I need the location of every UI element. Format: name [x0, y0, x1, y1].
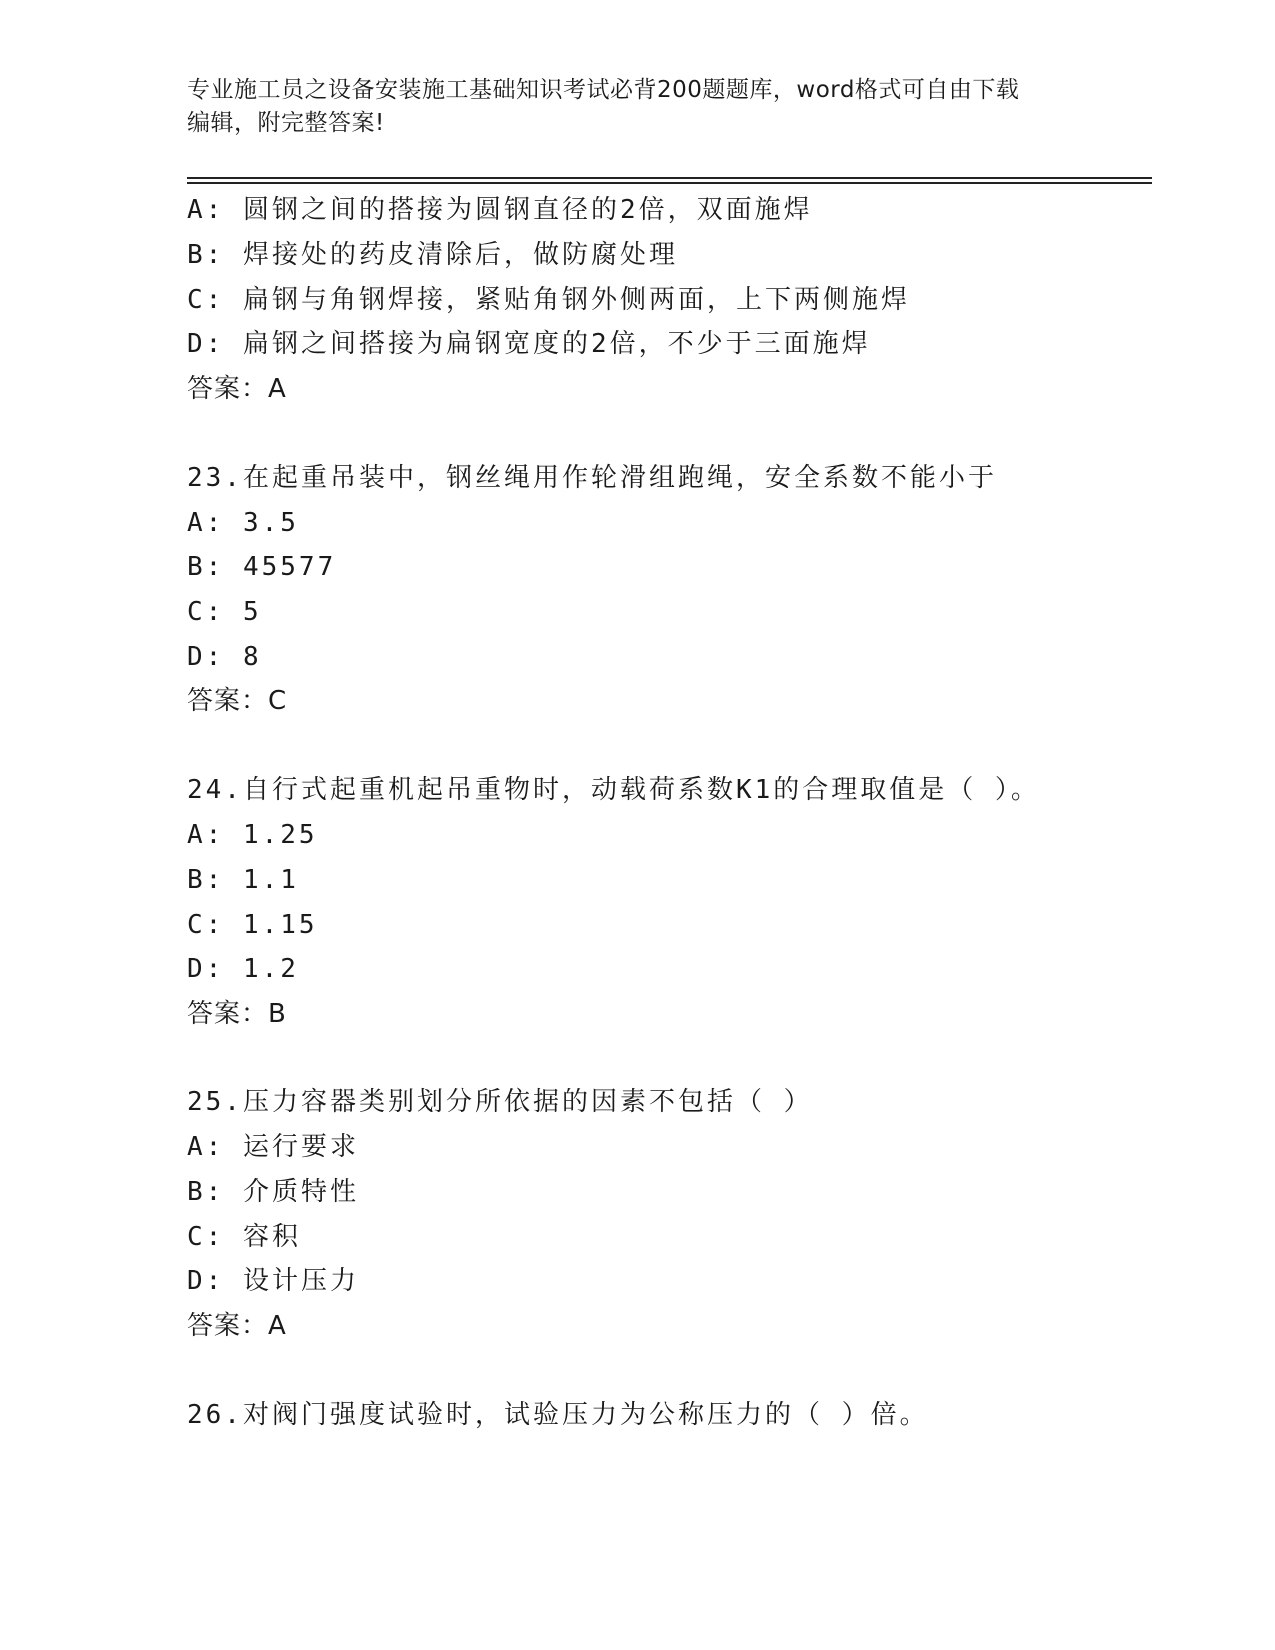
q23-option-c: C: 5 — [187, 597, 262, 627]
q23-answer: 答案：C — [187, 686, 288, 716]
q23-option-b: B: 45577 — [187, 552, 337, 582]
q26-question: 26.对阀门强度试验时，试验压力为公称压力的（ ）倍。 — [187, 1400, 929, 1430]
q24-option-a: A: 1.25 — [187, 820, 318, 850]
header-title-line-1: 专业施工员之设备安装施工基础知识考试必背200题题库，word格式可自由下载 — [187, 77, 1020, 103]
q22-option-c: C: 扁钢与角钢焊接，紧贴角钢外侧两面，上下两侧施焊 — [187, 285, 910, 315]
q25-option-c: C: 容积 — [187, 1222, 301, 1252]
document-header — [187, 74, 1087, 140]
header-title-line-2: 编辑，附完整答案! — [187, 110, 385, 136]
q23-question: 23.在起重吊装中，钢丝绳用作轮滑组跑绳，安全系数不能小于 — [187, 463, 997, 493]
q24-option-d: D: 1.2 — [187, 954, 299, 984]
q23-option-d: D: 8 — [187, 642, 262, 672]
q22-option-b: B: 焊接处的药皮清除后，做防腐处理 — [187, 240, 678, 270]
q24-question: 24.自行式起重机起吊重物时，动载荷系数K1的合理取值是（ ）。 — [187, 775, 1040, 805]
q24-answer: 答案：B — [187, 999, 287, 1029]
q22-option-d: D: 扁钢之间搭接为扁钢宽度的2倍，不少于三面施焊 — [187, 329, 871, 359]
q22-answer: 答案：A — [187, 374, 287, 404]
q24-option-b: B: 1.1 — [187, 865, 299, 895]
q24-option-c: C: 1.15 — [187, 910, 318, 940]
q25-option-a: A: 运行要求 — [187, 1132, 359, 1162]
header-divider-top — [187, 177, 1152, 179]
header-divider-bottom — [187, 182, 1152, 184]
q23-option-a: A: 3.5 — [187, 508, 299, 538]
q22-option-a: A: 圆钢之间的搭接为圆钢直径的2倍，双面施焊 — [187, 195, 813, 225]
q25-answer: 答案：A — [187, 1311, 287, 1341]
q25-option-d: D: 设计压力 — [187, 1266, 359, 1296]
q25-option-b: B: 介质特性 — [187, 1177, 359, 1207]
q25-question: 25.压力容器类别划分所依据的因素不包括（ ） — [187, 1087, 813, 1117]
